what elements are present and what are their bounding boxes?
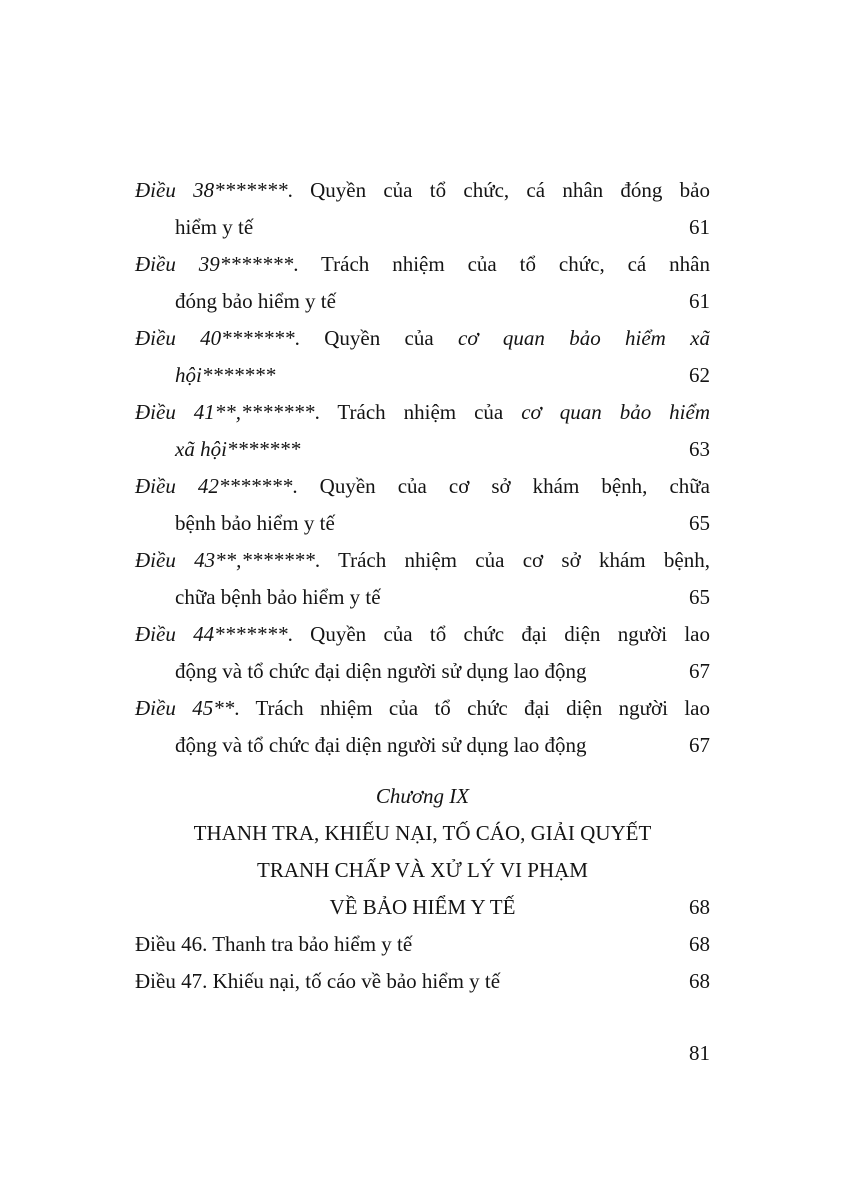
entry-text-segment: . Quyền của [294, 326, 459, 350]
entry-text-segment: Điều 38******* [135, 178, 288, 202]
entry-line [135, 357, 710, 394]
entry-page-number: 65 [689, 511, 710, 535]
entry-line [135, 468, 710, 505]
entry-text-segment: . Trách nhiệm của [314, 400, 522, 424]
entry-line [135, 579, 710, 616]
entry-line [135, 394, 710, 431]
entry-text-segment: . Trách nhiệm của tổ chức đại diện người lao [234, 696, 710, 720]
entry-line [135, 505, 710, 542]
entry-text-segment: Điều 43**,******* [135, 548, 315, 572]
entry-line [135, 246, 710, 283]
entry-text-segment: bệnh bảo hiểm y tế [175, 511, 335, 535]
toc-entry [135, 690, 710, 764]
entry-line [135, 431, 710, 468]
chapter-title-line [135, 889, 710, 926]
entry-text-segment: Điều 39******* [135, 252, 294, 276]
entry-line [135, 542, 710, 579]
entry-page-number: 61 [689, 289, 710, 313]
entry-text-segment: Điều 45** [135, 696, 235, 720]
entry-text-segment: . Trách nhiệm của cơ sở khám bệnh, [314, 548, 710, 572]
entry-text-segment: hội******* [175, 363, 276, 387]
entry-page-number: 65 [689, 585, 710, 609]
toc-entry [135, 172, 710, 246]
entry-text-segment: . Trách nhiệm của tổ chức, cá nhân [293, 252, 710, 276]
entry-text-segment: cơ quan bảo hiểm xã [458, 326, 710, 350]
entry-page-number: 61 [689, 215, 710, 239]
entry-text-segment: Điều 42******* [135, 474, 293, 498]
entry-text-segment: Điều 41**,******* [135, 400, 315, 424]
entry-line [135, 963, 710, 1000]
entry-line [135, 209, 710, 246]
entry-page-number: 62 [689, 363, 710, 387]
entry-text-segment: xã hội******* [175, 437, 301, 461]
entry-page-number: 67 [689, 733, 710, 757]
entry-text-segment: Điều 46. Thanh tra bảo hiểm y tế [135, 932, 413, 956]
entry-text-segment: . Quyền của tổ chức đại diện người lao [287, 622, 710, 646]
entry-text-segment: Điều 40******* [135, 326, 295, 350]
entry-line [135, 616, 710, 653]
entry-text-segment: . Quyền của tổ chức, cá nhân đóng bảo [287, 178, 710, 202]
toc-entry [135, 394, 710, 468]
entry-page-number: 68 [689, 932, 710, 956]
entry-text-segment: . Quyền của cơ sở khám bệnh, chữa [292, 474, 710, 498]
entry-line [135, 172, 710, 209]
entry-text-segment: đóng bảo hiểm y tế [175, 289, 336, 313]
folio-page-number: 81 [689, 1041, 710, 1065]
entry-line [135, 690, 710, 727]
entry-text-segment: Điều 47. Khiếu nại, tố cáo về bảo hiểm y tế [135, 969, 501, 993]
toc-entry [135, 246, 710, 320]
entry-page-number: 63 [689, 437, 710, 461]
entry-text-segment: cơ quan bảo hiểm [521, 400, 710, 424]
entry-page-number: 68 [689, 969, 710, 993]
chapter-title-text: VỀ BẢO HIỂM Y TẾ [329, 895, 516, 919]
entry-line [135, 320, 710, 357]
toc-entry [135, 963, 710, 1000]
toc-entry [135, 542, 710, 616]
entry-text-segment: động và tổ chức đại diện người sử dụng lao động [175, 733, 587, 757]
chapter-heading [135, 778, 710, 926]
entry-page-number: 68 [689, 895, 710, 919]
entry-line [135, 926, 710, 963]
entry-line [135, 727, 710, 764]
entry-text-segment: chữa bệnh bảo hiểm y tế [175, 585, 381, 609]
entry-line [135, 653, 710, 690]
chapter-title-text: TRANH CHẤP VÀ XỬ LÝ VI PHẠM [257, 858, 588, 882]
entry-text-segment: Điều 44******* [135, 622, 288, 646]
chapter-title-line [135, 852, 710, 889]
chapter-title-line [135, 815, 710, 852]
toc-entry [135, 320, 710, 394]
toc-entry [135, 616, 710, 690]
chapter-title-text: THANH TRA, KHIẾU NẠI, TỐ CÁO, GIẢI QUYẾT [193, 821, 652, 845]
entry-text-segment: động và tổ chức đại diện người sử dụng lao động [175, 659, 587, 683]
toc-entry [135, 926, 710, 963]
entry-page-number: 67 [689, 659, 710, 683]
table-of-contents [135, 172, 710, 1000]
entry-text-segment: hiểm y tế [175, 215, 254, 239]
entry-line [135, 283, 710, 320]
toc-entry [135, 468, 710, 542]
chapter-subtitle: Chương IX [375, 784, 470, 808]
